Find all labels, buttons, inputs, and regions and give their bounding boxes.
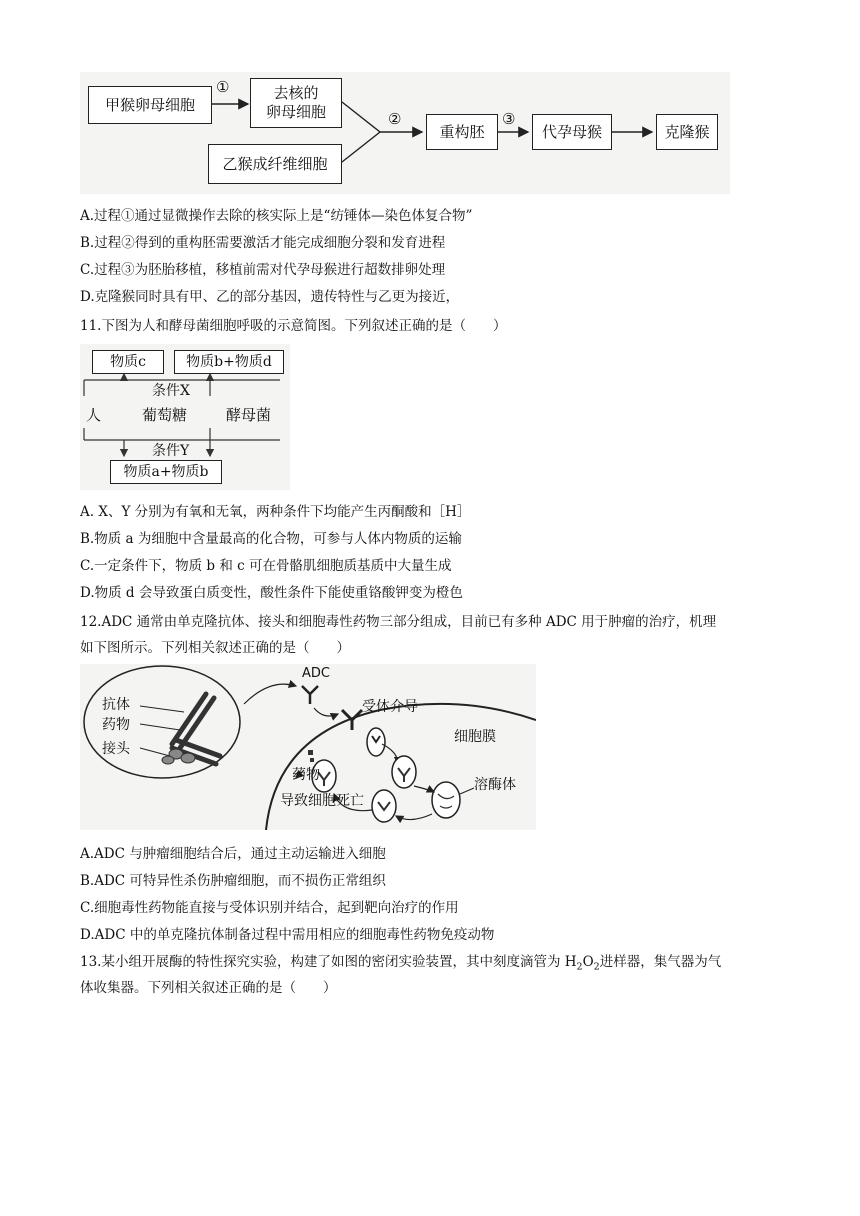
condition-x-label: 条件X: [152, 383, 190, 399]
q12-option-c: C.细胞毒性药物能直接与受体识别并结合，起到靶向治疗的作用: [80, 900, 459, 916]
q11-option-c: C.一定条件下，物质 b 和 c 可在骨骼肌细胞质基质中大量生成: [80, 558, 452, 574]
box-yi-fibroblast: 乙猴成纤维细胞: [208, 144, 342, 184]
antibody-label: 抗体: [102, 697, 130, 713]
q12-stem-line-1: 12.ADC 通常由单克隆抗体、接头和细胞毒性药物三部分组成，目前已有多种 ADC 用于肿瘤的治疗，机理: [80, 614, 717, 630]
box-jia-oocyte: 甲猴卵母细胞: [88, 86, 212, 124]
linker-label: 接头: [102, 741, 130, 757]
q13-stem-sub-1: 2: [576, 961, 583, 973]
box-clone-monkey: 克隆猴: [656, 114, 718, 150]
q11-option-a: A. X、Y 分别为有氧和无氧，两种条件下均能产生丙酮酸和［H］: [80, 504, 471, 520]
q11-stem: 11.下图为人和酵母菌细胞呼吸的示意简图。下列叙述正确的是（ ）: [80, 318, 507, 334]
q13-stem-line-2: 体收集器。下列相关叙述正确的是（ ）: [80, 980, 337, 996]
cell-death-label: 导致细胞死亡: [280, 793, 364, 809]
adc-mechanism-figure: [80, 664, 536, 830]
enucleated-line-2: 卵母细胞: [265, 103, 326, 121]
q13-stem-part-1: 13.某小组开展酶的特性探究实验，构建了如图的密闭实验装置，其中刻度滴管为 H: [80, 954, 577, 970]
drug-left-label: 药物: [102, 717, 130, 733]
receptor-label: 受体介导: [362, 699, 418, 715]
condition-y-label: 条件Y: [152, 443, 190, 459]
respiration-figure: [80, 344, 290, 490]
drug-label: 药物: [292, 767, 320, 783]
enucleated-line-1: 去核的: [273, 84, 319, 102]
q12-option-d: D.ADC 中的单克隆抗体制备过程中需用相应的细胞毒性药物免疫动物: [80, 927, 495, 943]
q10-option-a: A.过程①通过显微操作去除的核实际上是“纺锤体—染色体复合物”: [80, 208, 473, 224]
q12-stem-line-2: 如下图所示。下列相关叙述正确的是（ ）: [80, 640, 350, 656]
box-enucleated-oocyte: [250, 78, 342, 128]
yeast-label: 酵母菌: [226, 406, 272, 424]
step-2-label: ②: [388, 110, 402, 128]
box-reconstructed-embryo: 重构胚: [426, 114, 498, 150]
step-3-label: ③: [502, 110, 516, 128]
q12-option-b: B.ADC 可特异性杀伤肿瘤细胞，而不损伤正常组织: [80, 873, 386, 889]
q10-option-c: C.过程③为胚胎移植，移植前需对代孕母猴进行超数排卵处理: [80, 262, 446, 278]
q10-option-b: B.过程②得到的重构胚需要激活才能完成细胞分裂和发育进程: [80, 235, 446, 251]
q13-stem-part-3: 进样器，集气器为气: [599, 954, 722, 970]
q11-option-b: B.物质 a 为细胞中含量最高的化合物，可参与人体内物质的运输: [80, 531, 462, 547]
q13-stem-part-2: O: [582, 954, 594, 970]
box-surrogate-mother: 代孕母猴: [532, 114, 612, 150]
cloning-flow-figure: [80, 72, 730, 194]
q10-option-d: D.克隆猴同时具有甲、乙的部分基因，遗传特性与乙更为接近，: [80, 289, 460, 305]
adc-label: ADC: [302, 666, 330, 681]
step-1-label: ①: [216, 78, 230, 96]
q11-option-d: D.物质 d 会导致蛋白质变性，酸性条件下能使重铬酸钾变为橙色: [80, 585, 463, 601]
lysosome-label: 溶酶体: [474, 777, 516, 793]
q12-option-a: A.ADC 与肿瘤细胞结合后，通过主动运输进入细胞: [80, 846, 386, 862]
box-substance-c: 物质c: [92, 350, 164, 374]
q13-stem-sub-2: 2: [593, 961, 600, 973]
membrane-label: 细胞膜: [454, 729, 496, 745]
q13-stem-line-1: [80, 950, 721, 973]
glucose-label: 葡萄糖: [142, 406, 188, 424]
box-substance-bd: 物质b+物质d: [174, 350, 284, 374]
box-substance-ab: 物质a+物质b: [110, 460, 222, 484]
human-label: 人: [86, 406, 102, 424]
